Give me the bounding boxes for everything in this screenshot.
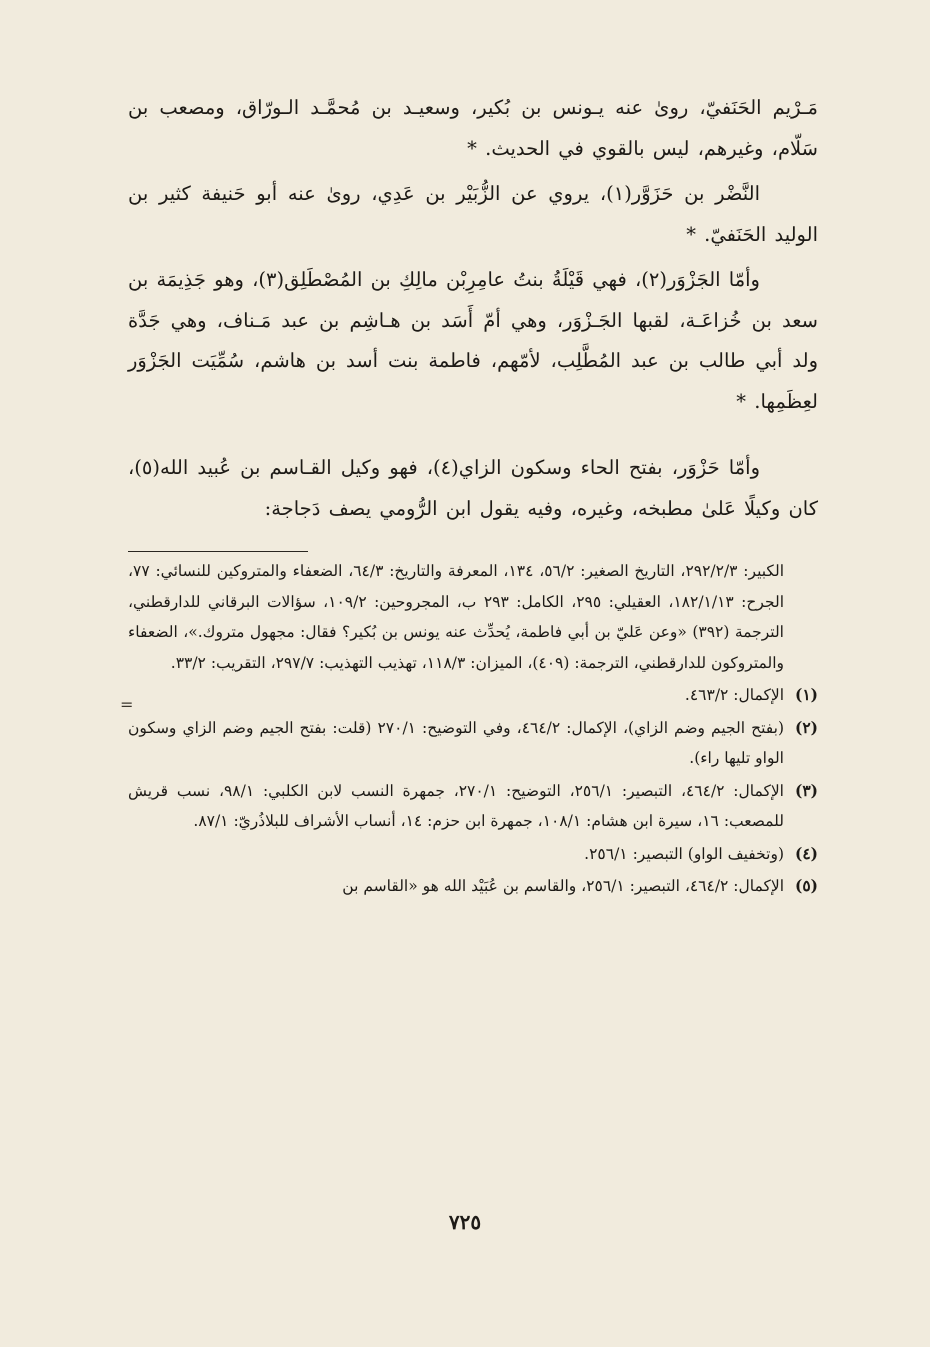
entry-nadr-ibn-hazawwar: النَّضْر بن حَزَوَّر(١)، يروي عن الزُّبَيْر بن عَدِي، روىٰ عنه أبو حَنيفة كثير بن الوليد الحَنَفيّ. *	[128, 182, 818, 246]
footnote-number: (٣)	[794, 780, 818, 800]
footnote-separator	[128, 551, 308, 552]
footnote-5	[128, 871, 818, 902]
footnote-number: (٢)	[794, 717, 818, 737]
entry-continuation: مَـرْيم الحَنَفيّ، روىٰ عنه يـونس بن بُكير، وسعيـد بن مُحمَّـد الـورّاق، ومصعب بن سَلّام، وغيرهم، ليس بالقوي في الحديث. *	[128, 96, 818, 160]
footnote-number: (٤)	[794, 843, 818, 863]
entry-hazwar: وأمّا حَزْوَر، بفتح الحاء وسكون الزاي(٤)، فهو وكيل القـاسم بن عُبيد الله(٥)، كان وكيلًا عَلىٰ مطبخه، وغيره، وفيه يقول ابن الرُّومي يصف دَجاجة:	[128, 456, 818, 520]
entry-al-jazwar: وأمّا الجَزْوَر(٢)، فهي قَيْلَةُ بنتُ عامِرِبْن مالِكِ بن المُصْطَلِق(٣)، وهو جَذِيمَة بن سعد بن خُزاعَـة، لقبها الجَـزْوَر، وهي أمّ أَسَد بن هـاشِم بن عبد مَـناف، وهي جَدَّة ولد أبي طالب بن عبد المُطَّلِب، لأمّهم، فاطمة بنت أسد بن هاشم، سُمِّيَت الجَزْوَر لعِظَمِها. *	[128, 268, 818, 413]
main-text	[128, 88, 818, 529]
footnote-3	[128, 776, 818, 837]
footnote-2	[128, 713, 818, 774]
footnote-1	[128, 680, 818, 711]
footnote-number: (٥)	[794, 876, 818, 895]
footnote-text: الإكمال: ٤٦٣/٢.	[684, 686, 784, 704]
footnote-number: (١)	[794, 685, 818, 704]
footnotes	[128, 556, 818, 902]
footnote-text: (وتخفيف الواو) التبصير: ٢٥٦/١.	[584, 844, 784, 863]
footnote-text: الإكمال: ٤٦٤/٢، التبصير: ٢٥٦/١، والقاسم بن عُبَيْد الله هو «القاسم بن	[342, 877, 784, 895]
footnote-continuation: الكبير: ٢٩٢/٢/٣، التاريخ الصغير: ٥٦/٢، ١٣٤، المعرفة والتاريخ: ٦٤/٣، الضعفاء والمتروكين للنسائي: ٧٧، الجرح: ١٨٢/١/١٣، العقيلي: ٢٩٥، الكامل: ٢٩٣ ب، المجروحين: ١٠٩/٢، سؤالات البرقاني للدارقطني، الترجمة (٣٩٢) «وعن عَليّ بن أبي فاطمة، يُحدِّث عنه يونس بن بُكير؟ فقال: مجهول متروك.»، الضعفاء والمتروكون للدارقطني، الترجمة: (٤٠٩)، الميزان: ١١٨/٣، تهذيب التهذيب: ٢٩٧/٧، التقريب: ٣٣/٢.	[128, 562, 785, 672]
continuation-mark: =	[120, 695, 134, 714]
footnote-4	[128, 839, 818, 870]
footnote-text: (بفتح الجيم وضم الزاي)، الإكمال: ٤٦٤/٢، وفي التوضيح: ٢٧٠/١ (قلت: بفتح الجيم وضم الزاي وسكون الواو تليها راء).	[128, 718, 784, 767]
footnote-text: الإكمال: ٤٦٤/٢، التبصير: ٢٥٦/١، التوضيح: ٢٧٠/١، جمهرة النسب لابن الكلبي: ٩٨/١، نسب قريش للمصعب: ١٦، سيرة ابن هشام: ١٠٨/١، جمهرة ابن حزم: ١٤، أنساب الأشراف للبلاذُريّ: ٨٧/١.	[128, 781, 784, 830]
page-number: ٧٢٥	[448, 1210, 482, 1234]
footnote-rule-wrap	[128, 551, 818, 552]
